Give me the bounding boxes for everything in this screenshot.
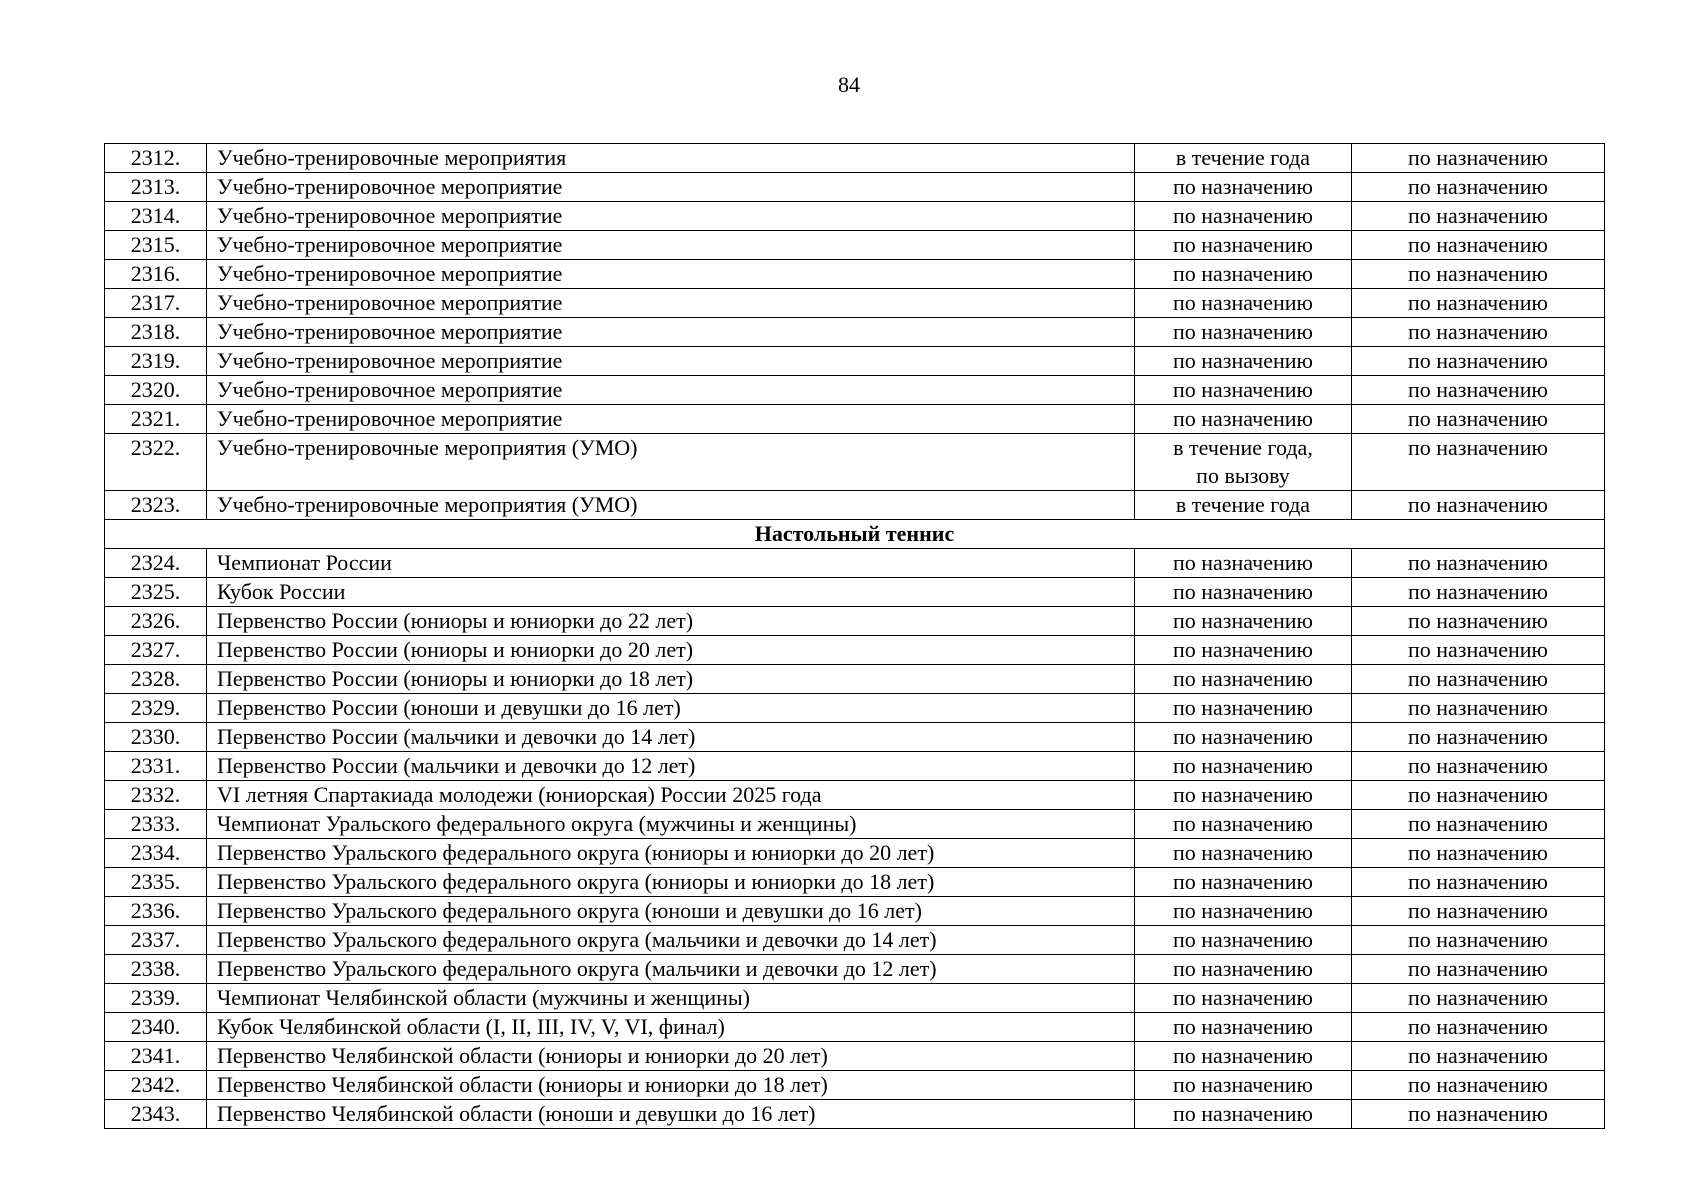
row-number: 2321. [105, 405, 207, 434]
row-number: 2333. [105, 810, 207, 839]
row-number: 2338. [105, 955, 207, 984]
table-row [105, 376, 1605, 405]
event-date: по назначению [1135, 1013, 1352, 1042]
event-place: по назначению [1352, 173, 1605, 202]
event-title: Учебно-тренировочные мероприятия [207, 144, 1135, 173]
event-place: по назначению [1352, 405, 1605, 434]
row-number: 2335. [105, 868, 207, 897]
event-place: по назначению [1352, 984, 1605, 1013]
event-place: по назначению [1352, 1100, 1605, 1129]
event-date: по назначению [1135, 260, 1352, 289]
event-title: Первенство Челябинской области (юноши и девушки до 16 лет) [207, 1100, 1135, 1129]
event-date: по назначению [1135, 231, 1352, 260]
row-number: 2341. [105, 1042, 207, 1071]
event-title: Первенство России (юноши и девушки до 16 лет) [207, 694, 1135, 723]
event-title: Учебно-тренировочное мероприятие [207, 347, 1135, 376]
table-row [105, 173, 1605, 202]
event-date [1135, 434, 1352, 491]
event-title: Первенство Уральского федерального округа (юниоры и юниорки до 20 лет) [207, 839, 1135, 868]
table-row [105, 289, 1605, 318]
row-number: 2337. [105, 926, 207, 955]
event-place: по назначению [1352, 897, 1605, 926]
event-date: по назначению [1135, 376, 1352, 405]
event-date: по назначению [1135, 1071, 1352, 1100]
table-row [105, 955, 1605, 984]
event-title: Учебно-тренировочное мероприятие [207, 376, 1135, 405]
table-row [105, 636, 1605, 665]
event-place: по назначению [1352, 781, 1605, 810]
events-table-body [105, 144, 1605, 1129]
row-number: 2323. [105, 491, 207, 520]
event-date: по назначению [1135, 1042, 1352, 1071]
row-number: 2336. [105, 897, 207, 926]
event-title: Первенство Уральского федерального округа (мальчики и девочки до 14 лет) [207, 926, 1135, 955]
event-date: по назначению [1135, 665, 1352, 694]
event-title: Первенство Челябинской области (юниоры и юниорки до 20 лет) [207, 1042, 1135, 1071]
event-title: Чемпионат Челябинской области (мужчины и женщины) [207, 984, 1135, 1013]
table-row [105, 549, 1605, 578]
row-number: 2318. [105, 318, 207, 347]
event-place: по назначению [1352, 723, 1605, 752]
row-number: 2339. [105, 984, 207, 1013]
event-place: по назначению [1352, 1013, 1605, 1042]
row-number: 2331. [105, 752, 207, 781]
event-title: Первенство России (юниоры и юниорки до 22 лет) [207, 607, 1135, 636]
event-title: Учебно-тренировочное мероприятие [207, 260, 1135, 289]
event-date-line: по вызову [1196, 463, 1290, 488]
event-title: Учебно-тренировочное мероприятие [207, 202, 1135, 231]
row-number: 2343. [105, 1100, 207, 1129]
event-title: Кубок России [207, 578, 1135, 607]
event-title: Учебно-тренировочные мероприятия (УМО) [207, 434, 1135, 491]
row-number: 2340. [105, 1013, 207, 1042]
event-place: по назначению [1352, 260, 1605, 289]
event-date: по назначению [1135, 347, 1352, 376]
event-place: по назначению [1352, 491, 1605, 520]
row-number: 2334. [105, 839, 207, 868]
event-place: по назначению [1352, 665, 1605, 694]
table-row [105, 897, 1605, 926]
event-date: по назначению [1135, 839, 1352, 868]
table-row [105, 347, 1605, 376]
event-place: по назначению [1352, 1071, 1605, 1100]
table-row [105, 752, 1605, 781]
table-row [105, 318, 1605, 347]
event-place: по назначению [1352, 955, 1605, 984]
table-row [105, 1071, 1605, 1100]
event-title: Учебно-тренировочное мероприятие [207, 318, 1135, 347]
event-date: в течение года [1135, 491, 1352, 520]
row-number: 2342. [105, 1071, 207, 1100]
event-place: по назначению [1352, 607, 1605, 636]
table-row [105, 434, 1605, 491]
event-place: по назначению [1352, 347, 1605, 376]
table-row [105, 578, 1605, 607]
event-place: по назначению [1352, 694, 1605, 723]
event-place: по назначению [1352, 202, 1605, 231]
event-place: по назначению [1352, 839, 1605, 868]
event-title: Первенство России (юниоры и юниорки до 18 лет) [207, 665, 1135, 694]
table-row [105, 1100, 1605, 1129]
event-place: по назначению [1352, 578, 1605, 607]
event-place: по назначению [1352, 1042, 1605, 1071]
row-number: 2329. [105, 694, 207, 723]
event-place: по назначению [1352, 752, 1605, 781]
table-row [105, 810, 1605, 839]
event-date: по назначению [1135, 578, 1352, 607]
event-date: по назначению [1135, 752, 1352, 781]
event-date: по назначению [1135, 202, 1352, 231]
event-date: по назначению [1135, 318, 1352, 347]
table-row [105, 665, 1605, 694]
event-place: по назначению [1352, 318, 1605, 347]
event-place: по назначению [1352, 144, 1605, 173]
event-date: по назначению [1135, 781, 1352, 810]
event-date: по назначению [1135, 897, 1352, 926]
event-title: Первенство Уральского федерального округа (юноши и девушки до 16 лет) [207, 897, 1135, 926]
table-row [105, 491, 1605, 520]
event-date: по назначению [1135, 289, 1352, 318]
event-title: Кубок Челябинской области (I, II, III, IV, V, VI, финал) [207, 1013, 1135, 1042]
event-title: Учебно-тренировочное мероприятие [207, 173, 1135, 202]
event-title: Учебно-тренировочные мероприятия (УМО) [207, 491, 1135, 520]
event-place: по назначению [1352, 868, 1605, 897]
events-table [104, 143, 1605, 1129]
event-date: в течение года [1135, 144, 1352, 173]
event-date: по назначению [1135, 868, 1352, 897]
table-row [105, 723, 1605, 752]
table-row [105, 984, 1605, 1013]
event-date: по назначению [1135, 549, 1352, 578]
row-number: 2313. [105, 173, 207, 202]
table-row [105, 405, 1605, 434]
table-row [105, 926, 1605, 955]
row-number: 2322. [105, 434, 207, 491]
section-title: Настольный теннис [105, 520, 1605, 549]
event-date: по назначению [1135, 723, 1352, 752]
event-date: по назначению [1135, 1100, 1352, 1129]
table-row [105, 231, 1605, 260]
table-row [105, 607, 1605, 636]
event-date: по назначению [1135, 173, 1352, 202]
event-title: Чемпионат России [207, 549, 1135, 578]
event-place: по назначению [1352, 810, 1605, 839]
event-place: по назначению [1352, 434, 1605, 491]
row-number: 2326. [105, 607, 207, 636]
event-title: Первенство Уральского федерального округа (мальчики и девочки до 12 лет) [207, 955, 1135, 984]
row-number: 2324. [105, 549, 207, 578]
table-row [105, 202, 1605, 231]
event-title: Учебно-тренировочное мероприятие [207, 289, 1135, 318]
event-date: по назначению [1135, 926, 1352, 955]
table-row [105, 1042, 1605, 1071]
table-row [105, 144, 1605, 173]
event-title: Первенство Челябинской области (юниоры и юниорки до 18 лет) [207, 1071, 1135, 1100]
event-place: по назначению [1352, 926, 1605, 955]
event-date: по назначению [1135, 607, 1352, 636]
event-date: по назначению [1135, 636, 1352, 665]
event-place: по назначению [1352, 289, 1605, 318]
section-row [105, 520, 1605, 549]
event-date-line: в течение года, [1173, 435, 1313, 460]
table-row [105, 260, 1605, 289]
event-date: по назначению [1135, 405, 1352, 434]
event-date: по назначению [1135, 694, 1352, 723]
event-date: по назначению [1135, 984, 1352, 1013]
event-title: Первенство России (юниоры и юниорки до 20 лет) [207, 636, 1135, 665]
row-number: 2330. [105, 723, 207, 752]
row-number: 2325. [105, 578, 207, 607]
row-number: 2332. [105, 781, 207, 810]
event-title: Первенство России (мальчики и девочки до 12 лет) [207, 752, 1135, 781]
event-date: по назначению [1135, 810, 1352, 839]
event-place: по назначению [1352, 231, 1605, 260]
table-row [105, 1013, 1605, 1042]
event-title: VI летняя Спартакиада молодежи (юниорская) России 2025 года [207, 781, 1135, 810]
row-number: 2327. [105, 636, 207, 665]
event-title: Учебно-тренировочное мероприятие [207, 405, 1135, 434]
row-number: 2328. [105, 665, 207, 694]
event-place: по назначению [1352, 376, 1605, 405]
event-title: Чемпионат Уральского федерального округа (мужчины и женщины) [207, 810, 1135, 839]
table-row [105, 839, 1605, 868]
event-title: Учебно-тренировочное мероприятие [207, 231, 1135, 260]
page-number: 84 [838, 72, 860, 97]
event-place: по назначению [1352, 549, 1605, 578]
row-number: 2317. [105, 289, 207, 318]
event-date: по назначению [1135, 955, 1352, 984]
table-row [105, 694, 1605, 723]
row-number: 2314. [105, 202, 207, 231]
row-number: 2315. [105, 231, 207, 260]
row-number: 2319. [105, 347, 207, 376]
row-number: 2320. [105, 376, 207, 405]
row-number: 2316. [105, 260, 207, 289]
event-title: Первенство России (мальчики и девочки до 14 лет) [207, 723, 1135, 752]
row-number: 2312. [105, 144, 207, 173]
event-place: по назначению [1352, 636, 1605, 665]
table-row [105, 781, 1605, 810]
table-row [105, 868, 1605, 897]
event-title: Первенство Уральского федерального округа (юниоры и юниорки до 18 лет) [207, 868, 1135, 897]
